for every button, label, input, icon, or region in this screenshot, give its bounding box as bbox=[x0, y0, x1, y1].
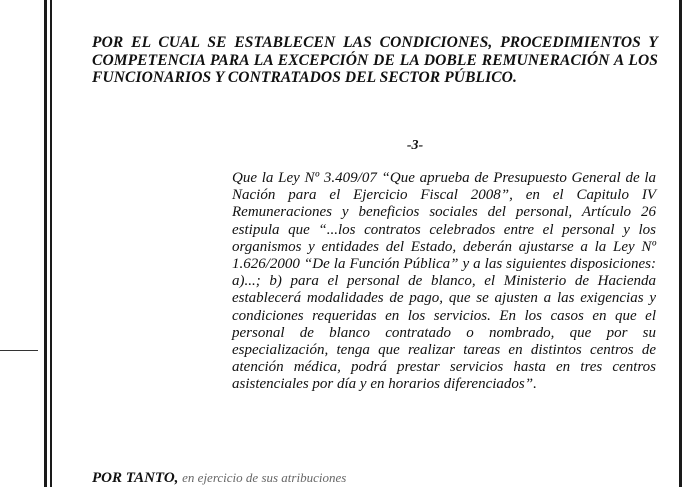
footer-line bbox=[92, 470, 652, 487]
left-margin-mark bbox=[0, 350, 38, 351]
right-margin-rule bbox=[679, 0, 682, 487]
page-number: -3- bbox=[406, 138, 424, 153]
left-margin-rule-inner bbox=[50, 0, 52, 487]
footer-rest: en ejercicio de sus atribuciones bbox=[182, 470, 347, 485]
document-title: POR EL CUAL SE ESTABLECEN LAS CONDICIONES, PROCEDIMIENTOS Y COMPETENCIA PARA LA EXCEPCIÓN DE LA DOBLE REMUNERACIÓN A LOS FUNCIONARIOS Y CONTRATADOS DEL SECTOR PÚBLICO. bbox=[92, 34, 658, 86]
left-margin-rule bbox=[44, 0, 47, 487]
body-paragraph: Que la Ley Nº 3.409/07 “Que aprueba de Presupuesto General de la Nación para el Ejercicio Fiscal 2008”, en el Capitulo IV Remuneraciones y beneficios sociales del personal, Artículo 26 estipula que “...los contratos celebrados entre el personal y los organismos y entidades del Estado, deberán ajustarse a la Ley Nº 1.626/2000 “De la Función Pública” y a las siguientes disposiciones: a)...; b) para el personal de blanco, el Ministerio de Hacienda establecerá modalidades de pago, que se ajusten a las exigencias y condiciones requeridas en los servicios. En los casos en que el personal de blanco contratado o nombrado, que por su especialización, tenga que realizar tareas en distintos centros de atención médica, podrá prestar servicios hasta en tres centros asistenciales por día y en horarios diferenciados”. bbox=[232, 170, 656, 393]
footer-lead: POR TANTO, bbox=[92, 470, 179, 486]
